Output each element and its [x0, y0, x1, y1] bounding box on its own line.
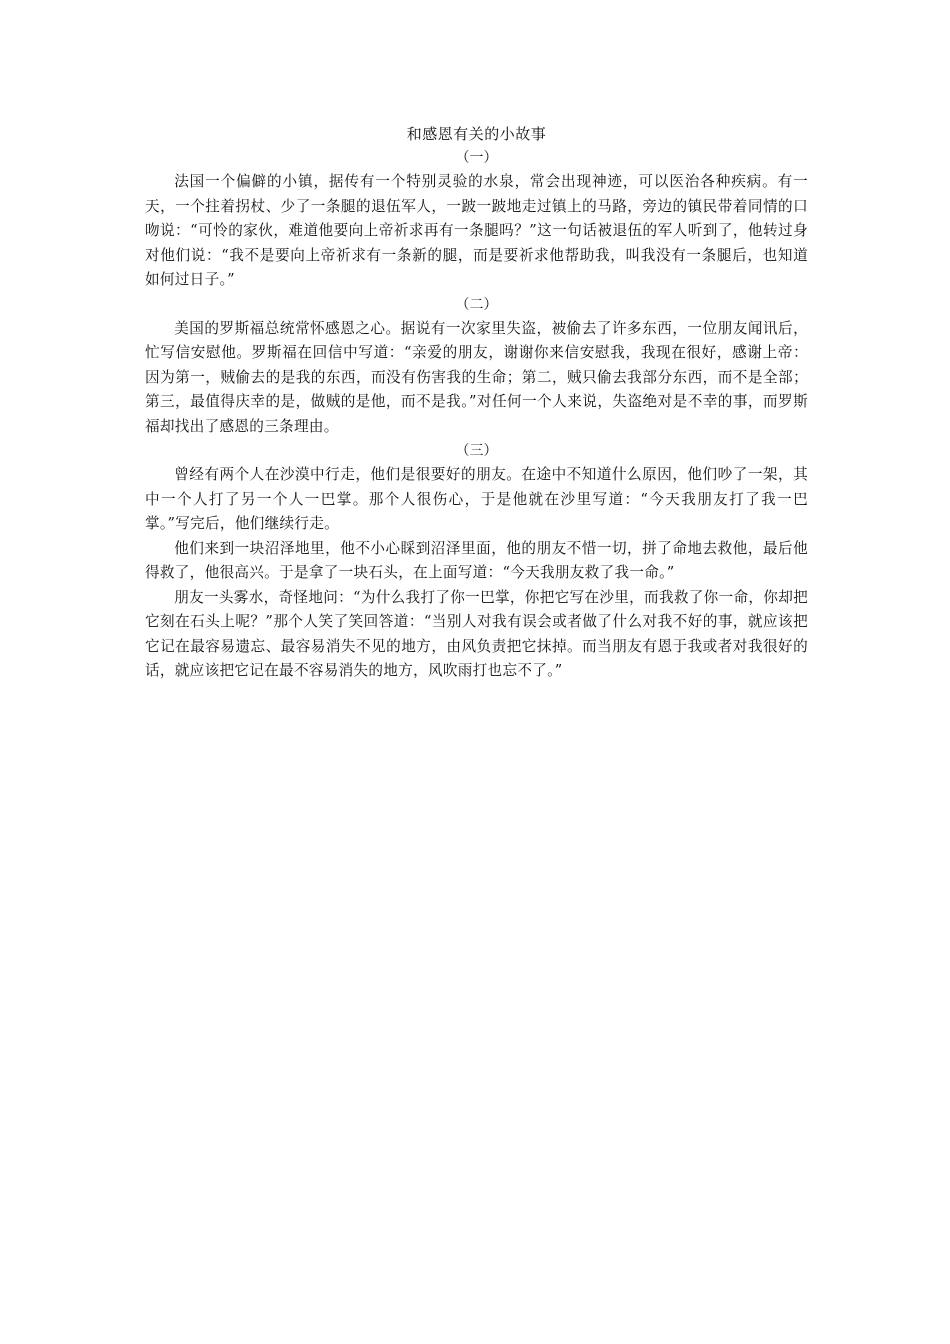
- story-section-1: [145, 146, 808, 293]
- story-paragraph: 朋友一头雾水，奇怪地问：“为什么我打了你一巴掌，你把它写在沙里，而我救了你一命，你却把它刻在石头上呢？”那个人笑了笑回答道：“当别人对我有误会或者做了什么对我不好的事，就应该把它记在最容易遗忘、最容易消失不见的地方，由风负责把它抹掉。而当朋友有恩于我或者对我很好的话，就应该把它记在最不容易消失的地方，风吹雨打也忘不了。”: [145, 588, 808, 679]
- story-paragraph: 曾经有两个人在沙漠中行走，他们是很要好的朋友。在途中不知道什么原因，他们吵了一架，其中一个人打了另一个人一巴掌。那个人很伤心，于是他就在沙里写道：“今天我朋友打了我一巴掌。”写完后，他们继续行走。: [145, 466, 808, 532]
- story-section-3: [145, 439, 808, 684]
- story-section-2: [145, 293, 808, 440]
- section-heading: （一）: [455, 150, 498, 166]
- document-page: [145, 122, 808, 684]
- story-paragraph: 他们来到一块沼泽地里，他不小心睬到沼泽里面，他的朋友不惜一切，拼了命地去救他，最后他得救了，他很高兴。于是拿了一块石头，在上面写道：“今天我朋友救了我一命。”: [145, 539, 808, 581]
- document-title: 和感恩有关的小故事: [406, 125, 547, 143]
- section-heading: （三）: [455, 443, 498, 459]
- section-heading: （二）: [455, 296, 498, 313]
- story-paragraph: 美国的罗斯福总统常怀感恩之心。据说有一次家里失盗，被偷去了许多东西，一位朋友闻讯后，忙写信安慰他。罗斯福在回信中写道：“亲爱的朋友，谢谢你来信安慰我，我现在很好，感谢上帝：因为第一，贼偷去的是我的东西，而没有伤害我的生命；第二，贼只偷去我部分东西，而不是全部；第三，最值得庆幸的是，做贼的是他，而不是我。”对任何一个人来说，失盗绝对是不幸的事，而罗斯福却找出了感恩的三条理由。: [145, 319, 808, 435]
- story-paragraph: 法国一个偏僻的小镇，据传有一个特别灵验的水泉，常会出现神迹，可以医治各种疾病。有一天，一个拄着拐杖、少了一条腿的退伍军人，一跛一跛地走过镇上的马路，旁边的镇民带着同情的口吻说：“可怜的家伙，难道他要向上帝祈求再有一条腿吗？”这一句话被退伍的军人听到了，他转过身对他们说：“我不是要向上帝祈求有一条新的腿，而是要祈求他帮助我，叫我没有一条腿后，也知道如何过日子。”: [145, 173, 808, 288]
